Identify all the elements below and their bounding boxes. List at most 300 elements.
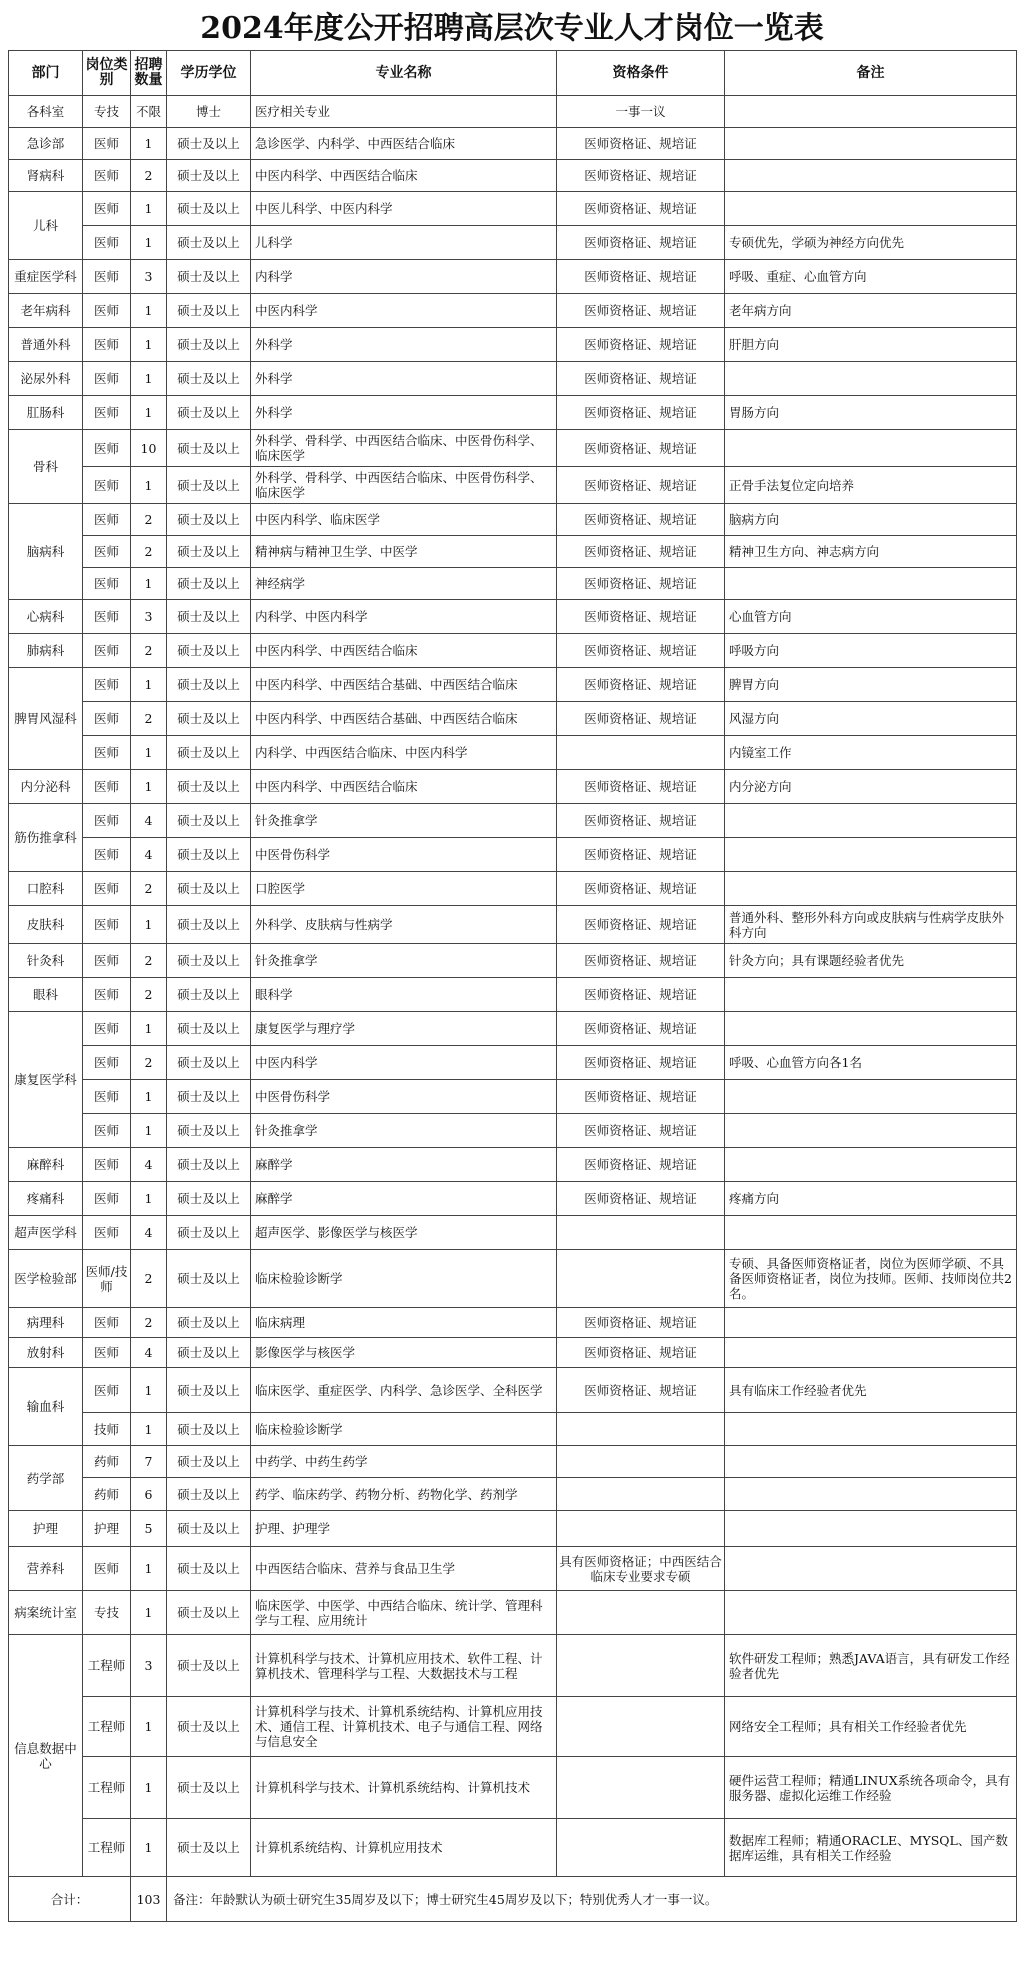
position-type-cell: 医师 — [83, 294, 131, 328]
quantity-cell: 1 — [131, 1819, 167, 1877]
quantity-cell: 1 — [131, 1182, 167, 1216]
major-cell: 计算机系统结构、计算机应用技术 — [251, 1819, 557, 1877]
major-cell: 眼科学 — [251, 978, 557, 1012]
position-type-cell: 药师 — [83, 1446, 131, 1478]
quantity-cell: 1 — [131, 396, 167, 430]
quantity-cell: 2 — [131, 978, 167, 1012]
position-type-cell: 医师 — [83, 600, 131, 634]
dept-cell: 输血科 — [9, 1368, 83, 1446]
table-row — [9, 872, 1017, 906]
dept-cell: 康复医学科 — [9, 1012, 83, 1148]
note-cell — [725, 1446, 1017, 1478]
quantity-cell: 4 — [131, 804, 167, 838]
position-type-cell: 医师 — [83, 668, 131, 702]
note-cell: 老年病方向 — [725, 294, 1017, 328]
major-cell: 中西医结合临床、营养与食品卫生学 — [251, 1547, 557, 1591]
note-cell — [725, 160, 1017, 192]
table-row — [9, 362, 1017, 396]
position-type-cell: 医师 — [83, 504, 131, 536]
major-cell: 临床病理 — [251, 1308, 557, 1338]
table-row — [9, 1591, 1017, 1635]
major-cell: 中医内科学、中西医结合临床 — [251, 770, 557, 804]
qualification-cell: 医师资格证、规培证 — [557, 226, 725, 260]
quantity-cell: 2 — [131, 702, 167, 736]
note-cell: 专硕、具备医师资格证者，岗位为医师学硕、不具备医师资格证者，岗位为技师。医师、技师岗位共2名。 — [725, 1250, 1017, 1308]
major-cell: 外科学、骨科学、中西医结合临床、中医骨伤科学、临床医学 — [251, 467, 557, 504]
quantity-cell: 1 — [131, 467, 167, 504]
position-type-cell: 工程师 — [83, 1819, 131, 1877]
major-cell: 临床医学、中医学、中西结合临床、统计学、管理科学与工程、应用统计 — [251, 1591, 557, 1635]
education-cell: 硕士及以上 — [167, 872, 251, 906]
table-row — [9, 906, 1017, 944]
dept-cell: 老年病科 — [9, 294, 83, 328]
note-cell — [725, 430, 1017, 467]
quantity-cell: 2 — [131, 872, 167, 906]
education-cell: 硕士及以上 — [167, 1148, 251, 1182]
note-cell: 心血管方向 — [725, 600, 1017, 634]
qualification-cell: 医师资格证、规培证 — [557, 944, 725, 978]
qualification-cell — [557, 1446, 725, 1478]
major-cell: 中医内科学、中西医结合基础、中西医结合临床 — [251, 702, 557, 736]
major-cell: 中医骨伤科学 — [251, 1080, 557, 1114]
qualification-cell: 医师资格证、规培证 — [557, 536, 725, 568]
qualification-cell: 医师资格证、规培证 — [557, 1080, 725, 1114]
table-row — [9, 192, 1017, 226]
qualification-cell: 医师资格证、规培证 — [557, 600, 725, 634]
table-row — [9, 634, 1017, 668]
table-row — [9, 328, 1017, 362]
dept-cell: 心病科 — [9, 600, 83, 634]
education-cell: 硕士及以上 — [167, 1413, 251, 1446]
education-cell: 硕士及以上 — [167, 736, 251, 770]
major-cell: 口腔医学 — [251, 872, 557, 906]
quantity-cell: 1 — [131, 1080, 167, 1114]
major-cell: 护理、护理学 — [251, 1511, 557, 1547]
header-num: 招聘数量 — [131, 51, 167, 96]
qualification-cell: 医师资格证、规培证 — [557, 1046, 725, 1080]
education-cell: 硕士及以上 — [167, 1046, 251, 1080]
quantity-cell: 2 — [131, 1308, 167, 1338]
dept-cell: 麻醉科 — [9, 1148, 83, 1182]
quantity-cell: 1 — [131, 1413, 167, 1446]
note-cell: 数据库工程师；精通ORACLE、MYSQL、国产数据库运维，具有相关工作经验 — [725, 1819, 1017, 1877]
table-row — [9, 1114, 1017, 1148]
table-row — [9, 1511, 1017, 1547]
quantity-cell: 4 — [131, 838, 167, 872]
note-cell — [725, 872, 1017, 906]
table-row — [9, 568, 1017, 600]
qualification-cell: 医师资格证、规培证 — [557, 872, 725, 906]
note-cell: 普通外科、整形外科方向或皮肤病与性病学皮肤外科方向 — [725, 906, 1017, 944]
note-cell — [725, 1413, 1017, 1446]
table-row — [9, 260, 1017, 294]
table-row — [9, 160, 1017, 192]
table-row — [9, 702, 1017, 736]
table-row — [9, 1338, 1017, 1368]
dept-cell: 肺病科 — [9, 634, 83, 668]
dept-cell: 筋伤推拿科 — [9, 804, 83, 872]
education-cell: 硕士及以上 — [167, 568, 251, 600]
education-cell: 硕士及以上 — [167, 1308, 251, 1338]
table-row — [9, 944, 1017, 978]
table-row — [9, 96, 1017, 128]
table-row — [9, 1478, 1017, 1511]
position-type-cell: 医师 — [83, 1368, 131, 1413]
quantity-cell: 1 — [131, 362, 167, 396]
major-cell: 内科学、中医内科学 — [251, 600, 557, 634]
dept-cell: 药学部 — [9, 1446, 83, 1511]
header-note: 备注 — [725, 51, 1017, 96]
quantity-cell: 1 — [131, 328, 167, 362]
qualification-cell: 医师资格证、规培证 — [557, 294, 725, 328]
table-row — [9, 600, 1017, 634]
education-cell: 硕士及以上 — [167, 804, 251, 838]
education-cell: 硕士及以上 — [167, 128, 251, 160]
table-row — [9, 1250, 1017, 1308]
education-cell: 硕士及以上 — [167, 362, 251, 396]
dept-cell: 信息数据中心 — [9, 1635, 83, 1877]
quantity-cell: 3 — [131, 1635, 167, 1697]
qualification-cell: 医师资格证、规培证 — [557, 906, 725, 944]
dept-cell: 骨科 — [9, 430, 83, 504]
dept-cell: 普通外科 — [9, 328, 83, 362]
qualification-cell: 医师资格证、规培证 — [557, 396, 725, 430]
position-type-cell: 护理 — [83, 1511, 131, 1547]
education-cell: 硕士及以上 — [167, 1446, 251, 1478]
table-row — [9, 396, 1017, 430]
note-cell — [725, 362, 1017, 396]
qualification-cell: 医师资格证、规培证 — [557, 1182, 725, 1216]
quantity-cell: 7 — [131, 1446, 167, 1478]
major-cell: 中医内科学 — [251, 294, 557, 328]
education-cell: 硕士及以上 — [167, 536, 251, 568]
education-cell: 硕士及以上 — [167, 1635, 251, 1697]
major-cell: 中医内科学、临床医学 — [251, 504, 557, 536]
table-row — [9, 504, 1017, 536]
note-cell — [725, 192, 1017, 226]
quantity-cell: 1 — [131, 128, 167, 160]
dept-cell: 超声医学科 — [9, 1216, 83, 1250]
position-type-cell: 医师 — [83, 944, 131, 978]
note-cell — [725, 1080, 1017, 1114]
recruitment-table — [8, 50, 1017, 1922]
quantity-cell: 1 — [131, 568, 167, 600]
education-cell: 硕士及以上 — [167, 668, 251, 702]
qualification-cell: 医师资格证、规培证 — [557, 1148, 725, 1182]
position-type-cell: 医师 — [83, 702, 131, 736]
major-cell: 神经病学 — [251, 568, 557, 600]
major-cell: 超声医学、影像医学与核医学 — [251, 1216, 557, 1250]
dept-cell: 护理 — [9, 1511, 83, 1547]
qualification-cell — [557, 1819, 725, 1877]
note-cell — [725, 1012, 1017, 1046]
table-row — [9, 430, 1017, 467]
qualification-cell: 医师资格证、规培证 — [557, 634, 725, 668]
qualification-cell: 医师资格证、规培证 — [557, 467, 725, 504]
table-row — [9, 1697, 1017, 1757]
position-type-cell: 医师 — [83, 568, 131, 600]
position-type-cell: 医师 — [83, 1080, 131, 1114]
page-title: 2024年度公开招聘高层次专业人才岗位一览表 — [200, 11, 824, 46]
major-cell: 临床检验诊断学 — [251, 1413, 557, 1446]
education-cell: 硕士及以上 — [167, 944, 251, 978]
qualification-cell: 医师资格证、规培证 — [557, 568, 725, 600]
qualification-cell — [557, 1697, 725, 1757]
education-cell: 硕士及以上 — [167, 1216, 251, 1250]
qualification-cell: 医师资格证、规培证 — [557, 260, 725, 294]
education-cell: 硕士及以上 — [167, 328, 251, 362]
quantity-cell: 4 — [131, 1338, 167, 1368]
major-cell: 针灸推拿学 — [251, 1114, 557, 1148]
qualification-cell — [557, 1591, 725, 1635]
education-cell: 硕士及以上 — [167, 1080, 251, 1114]
position-type-cell: 医师 — [83, 430, 131, 467]
qualification-cell: 医师资格证、规培证 — [557, 328, 725, 362]
table-row — [9, 1308, 1017, 1338]
note-cell — [725, 568, 1017, 600]
note-cell — [725, 838, 1017, 872]
education-cell: 硕士及以上 — [167, 1697, 251, 1757]
position-type-cell: 工程师 — [83, 1697, 131, 1757]
dept-cell: 脾胃风湿科 — [9, 668, 83, 770]
qualification-cell: 具有医师资格证；中西医结合临床专业要求专硕 — [557, 1547, 725, 1591]
position-type-cell: 医师 — [83, 804, 131, 838]
quantity-cell: 5 — [131, 1511, 167, 1547]
major-cell: 中医儿科学、中医内科学 — [251, 192, 557, 226]
note-cell: 风湿方向 — [725, 702, 1017, 736]
major-cell: 中药学、中药生药学 — [251, 1446, 557, 1478]
dept-cell: 儿科 — [9, 192, 83, 260]
major-cell: 影像医学与核医学 — [251, 1338, 557, 1368]
quantity-cell: 2 — [131, 1046, 167, 1080]
major-cell: 外科学、骨科学、中西医结合临床、中医骨伤科学、临床医学 — [251, 430, 557, 467]
qualification-cell — [557, 1250, 725, 1308]
qualification-cell: 医师资格证、规培证 — [557, 1114, 725, 1148]
table-row — [9, 467, 1017, 504]
education-cell: 硕士及以上 — [167, 1478, 251, 1511]
major-cell: 外科学 — [251, 396, 557, 430]
quantity-cell: 1 — [131, 226, 167, 260]
dept-cell: 皮肤科 — [9, 906, 83, 944]
table-row — [9, 1182, 1017, 1216]
education-cell: 硕士及以上 — [167, 702, 251, 736]
dept-cell: 重症医学科 — [9, 260, 83, 294]
quantity-cell: 1 — [131, 906, 167, 944]
major-cell: 中医骨伤科学 — [251, 838, 557, 872]
major-cell: 针灸推拿学 — [251, 804, 557, 838]
qualification-cell: 医师资格证、规培证 — [557, 1308, 725, 1338]
table-row — [9, 1148, 1017, 1182]
note-cell: 肝胆方向 — [725, 328, 1017, 362]
quantity-cell: 6 — [131, 1478, 167, 1511]
education-cell: 硕士及以上 — [167, 504, 251, 536]
major-cell: 精神病与精神卫生学、中医学 — [251, 536, 557, 568]
note-cell: 呼吸方向 — [725, 634, 1017, 668]
note-cell: 呼吸、心血管方向各1名 — [725, 1046, 1017, 1080]
header-edu: 学历学位 — [167, 51, 251, 96]
note-cell: 专硕优先，学硕为神经方向优先 — [725, 226, 1017, 260]
note-cell — [725, 128, 1017, 160]
position-type-cell: 医师 — [83, 1308, 131, 1338]
note-cell: 脾胃方向 — [725, 668, 1017, 702]
major-cell: 麻醉学 — [251, 1182, 557, 1216]
education-cell: 硕士及以上 — [167, 770, 251, 804]
note-cell: 内分泌方向 — [725, 770, 1017, 804]
education-cell: 硕士及以上 — [167, 1511, 251, 1547]
major-cell: 康复医学与理疗学 — [251, 1012, 557, 1046]
position-type-cell: 医师 — [83, 1338, 131, 1368]
qualification-cell: 医师资格证、规培证 — [557, 504, 725, 536]
dept-cell: 口腔科 — [9, 872, 83, 906]
qualification-cell: 医师资格证、规培证 — [557, 770, 725, 804]
qualification-cell: 医师资格证、规培证 — [557, 1338, 725, 1368]
dept-cell: 医学检验部 — [9, 1250, 83, 1308]
education-cell: 硕士及以上 — [167, 1547, 251, 1591]
education-cell: 硕士及以上 — [167, 1250, 251, 1308]
major-cell: 外科学 — [251, 362, 557, 396]
total-row — [9, 1877, 1017, 1922]
table-row — [9, 226, 1017, 260]
note-cell — [725, 1148, 1017, 1182]
quantity-cell: 4 — [131, 1148, 167, 1182]
note-cell: 软件研发工程师；熟悉JAVA语言，具有研发工作经验者优先 — [725, 1635, 1017, 1697]
total-value: 103 — [131, 1877, 167, 1922]
qualification-cell — [557, 736, 725, 770]
table-row — [9, 668, 1017, 702]
table-row — [9, 978, 1017, 1012]
position-type-cell: 医师 — [83, 536, 131, 568]
note-cell: 硬件运营工程师；精通LINUX系统各项命令，具有服务器、虚拟化运维工作经验 — [725, 1757, 1017, 1819]
dept-cell: 各科室 — [9, 96, 83, 128]
quantity-cell: 2 — [131, 536, 167, 568]
table-body — [9, 96, 1017, 1877]
quantity-cell: 2 — [131, 1250, 167, 1308]
qualification-cell — [557, 1413, 725, 1446]
note-cell: 脑病方向 — [725, 504, 1017, 536]
dept-cell: 眼科 — [9, 978, 83, 1012]
note-cell: 呼吸、重症、心血管方向 — [725, 260, 1017, 294]
major-cell: 临床医学、重症医学、内科学、急诊医学、全科医学 — [251, 1368, 557, 1413]
header-dept: 部门 — [9, 51, 83, 96]
major-cell: 内科学 — [251, 260, 557, 294]
qualification-cell — [557, 1757, 725, 1819]
qualification-cell: 医师资格证、规培证 — [557, 804, 725, 838]
position-type-cell: 医师 — [83, 1114, 131, 1148]
qualification-cell — [557, 1511, 725, 1547]
table-row — [9, 294, 1017, 328]
dept-cell: 肾病科 — [9, 160, 83, 192]
quantity-cell: 1 — [131, 1114, 167, 1148]
major-cell: 中医内科学、中西医结合临床 — [251, 160, 557, 192]
quantity-cell: 1 — [131, 736, 167, 770]
quantity-cell: 1 — [131, 668, 167, 702]
qualification-cell — [557, 1216, 725, 1250]
major-cell: 计算机科学与技术、计算机应用技术、软件工程、计算机技术、管理科学与工程、大数据技术与工程 — [251, 1635, 557, 1697]
education-cell: 硕士及以上 — [167, 1591, 251, 1635]
education-cell: 硕士及以上 — [167, 978, 251, 1012]
quantity-cell: 3 — [131, 260, 167, 294]
note-cell: 正骨手法复位定向培养 — [725, 467, 1017, 504]
note-cell: 胃肠方向 — [725, 396, 1017, 430]
qualification-cell: 医师资格证、规培证 — [557, 978, 725, 1012]
education-cell: 硕士及以上 — [167, 294, 251, 328]
position-type-cell: 医师 — [83, 467, 131, 504]
position-type-cell: 医师 — [83, 128, 131, 160]
table-row — [9, 804, 1017, 838]
table-row — [9, 1819, 1017, 1877]
position-type-cell: 医师 — [83, 1182, 131, 1216]
position-type-cell: 医师 — [83, 838, 131, 872]
dept-cell: 泌尿外科 — [9, 362, 83, 396]
quantity-cell: 1 — [131, 1368, 167, 1413]
position-type-cell: 医师 — [83, 978, 131, 1012]
education-cell: 硕士及以上 — [167, 600, 251, 634]
qualification-cell: 医师资格证、规培证 — [557, 1368, 725, 1413]
table-row — [9, 1413, 1017, 1446]
position-type-cell: 专技 — [83, 1591, 131, 1635]
major-cell: 药学、临床药学、药物分析、药物化学、药剂学 — [251, 1478, 557, 1511]
education-cell: 硕士及以上 — [167, 396, 251, 430]
quantity-cell: 1 — [131, 1757, 167, 1819]
position-type-cell: 医师 — [83, 226, 131, 260]
major-cell: 中医内科学 — [251, 1046, 557, 1080]
position-type-cell: 医师 — [83, 396, 131, 430]
note-cell: 具有临床工作经验者优先 — [725, 1368, 1017, 1413]
quantity-cell: 1 — [131, 1547, 167, 1591]
quantity-cell: 2 — [131, 160, 167, 192]
note-cell — [725, 1547, 1017, 1591]
note-cell — [725, 1338, 1017, 1368]
quantity-cell: 1 — [131, 192, 167, 226]
education-cell: 硕士及以上 — [167, 1368, 251, 1413]
position-type-cell: 医师 — [83, 906, 131, 944]
major-cell: 中医内科学、中西医结合临床 — [251, 634, 557, 668]
header-major: 专业名称 — [251, 51, 557, 96]
position-type-cell: 医师 — [83, 872, 131, 906]
qualification-cell — [557, 1635, 725, 1697]
table-row — [9, 1216, 1017, 1250]
dept-cell: 脑病科 — [9, 504, 83, 600]
note-cell — [725, 1114, 1017, 1148]
note-cell — [725, 1591, 1017, 1635]
major-cell: 外科学、皮肤病与性病学 — [251, 906, 557, 944]
dept-cell: 病理科 — [9, 1308, 83, 1338]
qualification-cell: 医师资格证、规培证 — [557, 668, 725, 702]
total-label: 合计： — [9, 1877, 131, 1922]
education-cell: 硕士及以上 — [167, 226, 251, 260]
education-cell: 硕士及以上 — [167, 1757, 251, 1819]
qualification-cell: 一事一议 — [557, 96, 725, 128]
quantity-cell: 1 — [131, 294, 167, 328]
quantity-cell: 1 — [131, 1591, 167, 1635]
position-type-cell: 医师 — [83, 362, 131, 396]
education-cell: 硕士及以上 — [167, 634, 251, 668]
position-type-cell: 医师 — [83, 1216, 131, 1250]
major-cell: 医疗相关专业 — [251, 96, 557, 128]
major-cell: 针灸推拿学 — [251, 944, 557, 978]
table-row — [9, 1012, 1017, 1046]
note-cell: 内镜室工作 — [725, 736, 1017, 770]
dept-cell: 急诊部 — [9, 128, 83, 160]
position-type-cell: 医师 — [83, 192, 131, 226]
education-cell: 硕士及以上 — [167, 1819, 251, 1877]
qualification-cell — [557, 1478, 725, 1511]
position-type-cell: 医师 — [83, 634, 131, 668]
education-cell: 硕士及以上 — [167, 467, 251, 504]
table-row — [9, 1046, 1017, 1080]
quantity-cell: 1 — [131, 1697, 167, 1757]
dept-cell: 疼痛科 — [9, 1182, 83, 1216]
